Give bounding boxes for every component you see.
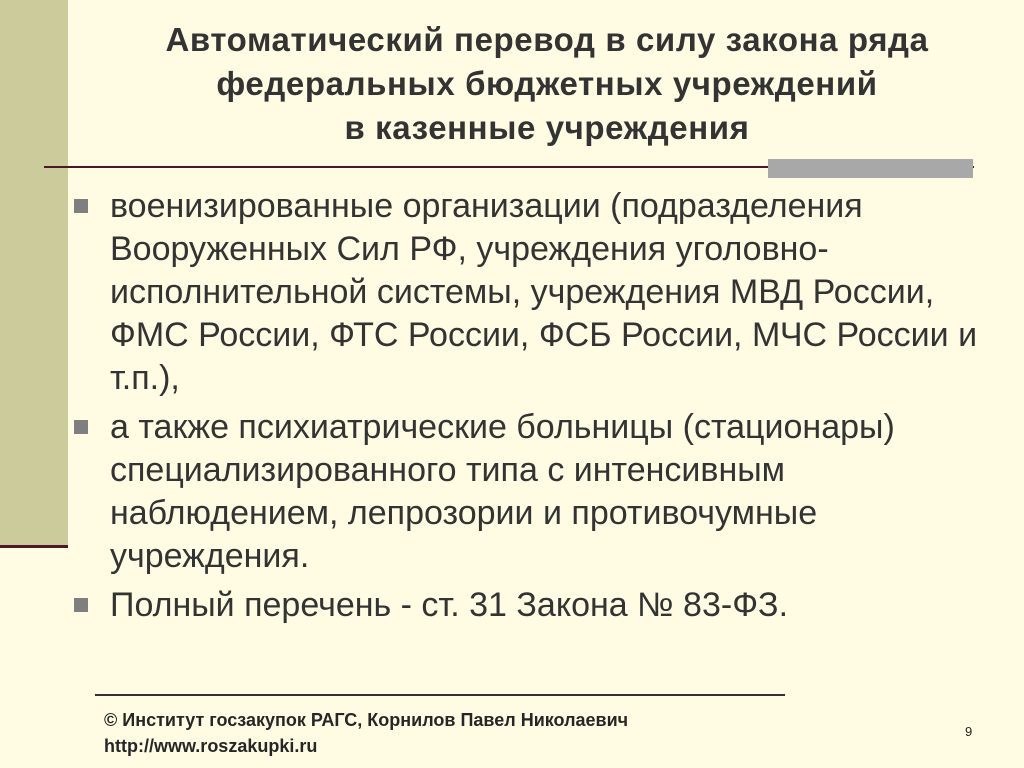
bullet-text: военизированные организации (подразделения Вооруженных Сил РФ, учреждения уголовно-исполнительной системы, учреждения МВД России, ФМС России, ФТС России, ФСБ России, МЧС России и т.п.), <box>110 187 978 397</box>
bullet-text: а также психиатрические больницы (стационары) специализированного типа с интенсивным наблюдением, лепрозории и противочумные учреждения. <box>110 408 895 575</box>
bullet-list <box>74 185 1014 633</box>
square-bullet-icon <box>74 420 88 434</box>
left-bar-underline <box>0 545 68 548</box>
left-decorative-bar <box>0 0 68 545</box>
slide-title <box>76 18 1018 150</box>
title-line-1: Автоматический перевод в силу закона ряда <box>165 21 929 58</box>
footer-copyright: © Институт госзакупок РАГС, Корнилов Павел Николаевич <box>104 710 629 730</box>
bullet-item <box>74 584 1014 627</box>
bullet-item <box>74 185 1014 400</box>
bullet-item <box>74 406 1014 578</box>
title-accent-bar <box>768 159 973 178</box>
footer <box>104 707 628 759</box>
page-number: 9 <box>965 724 973 739</box>
title-line-2: федеральных бюджетных учреждений <box>216 65 878 102</box>
square-bullet-icon <box>74 199 88 213</box>
bullet-text: Полный перечень - ст. 31 Закона № 83-ФЗ. <box>110 586 789 624</box>
title-line-3: в казенные учреждения <box>344 109 750 146</box>
footer-url[interactable]: http://www.roszakupki.ru <box>104 736 318 756</box>
footer-divider <box>95 694 785 696</box>
square-bullet-icon <box>74 598 88 612</box>
